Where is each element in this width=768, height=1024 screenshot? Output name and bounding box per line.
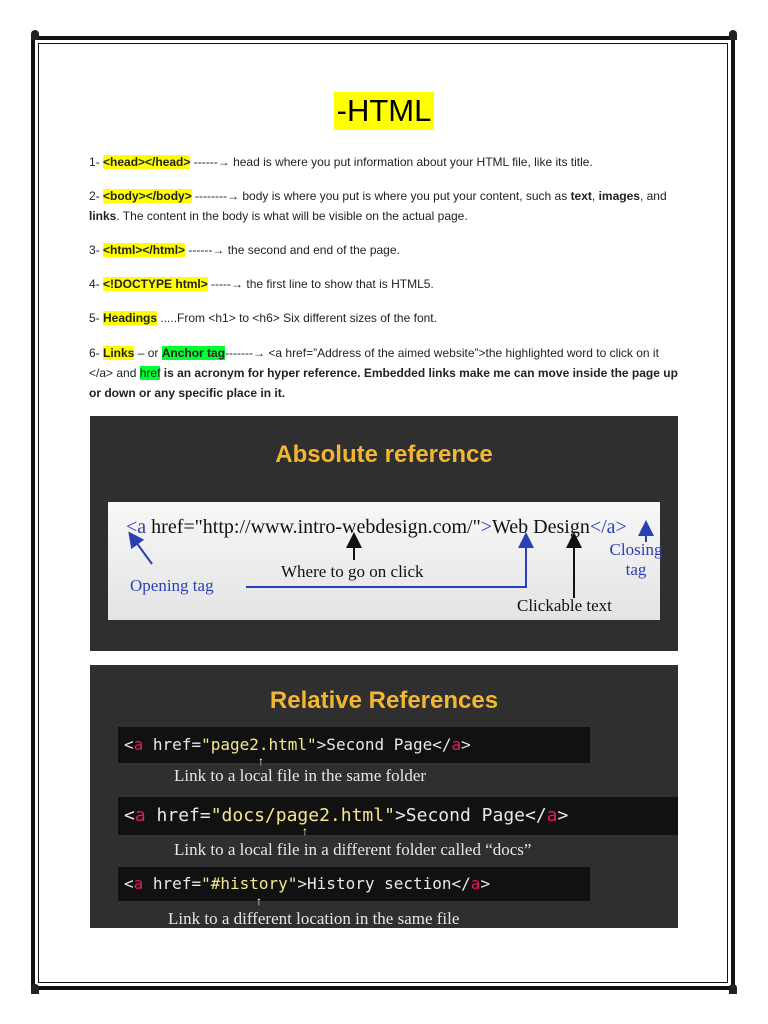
code-line-2 xyxy=(118,797,678,838)
item-text: , and xyxy=(639,189,667,203)
whiteboard xyxy=(108,502,663,620)
item-text: the first line to show that is HTML5. xyxy=(246,277,434,291)
code-value: "docs/page2.html" xyxy=(210,805,395,826)
caption-3: Link to a different location in the same file xyxy=(168,909,460,928)
code-gt: > xyxy=(480,516,493,538)
code-value: "#history" xyxy=(201,874,298,893)
item-arrow: -------→ xyxy=(225,346,269,360)
keyword: links xyxy=(89,209,117,223)
list-item-html xyxy=(89,240,679,260)
item-text: , xyxy=(591,189,599,203)
caption-2: Link to a local file in a different folder called “docs” xyxy=(174,840,532,859)
item-number: 4- xyxy=(89,277,104,291)
label-clickable-text: Clickable text xyxy=(517,596,612,615)
code-text: >Second Page</ xyxy=(316,735,452,754)
code-a: a xyxy=(133,874,144,893)
code-line-3 xyxy=(118,867,590,901)
code-text: >History section</ xyxy=(297,874,471,893)
keyword: images xyxy=(598,189,640,203)
border-ornament xyxy=(729,30,737,40)
code-a: a xyxy=(546,805,558,826)
page-title: -HTML xyxy=(334,92,435,130)
tag-highlight: <!DOCTYPE html> xyxy=(103,277,208,291)
label-closing-tag xyxy=(606,540,666,580)
tag-highlight: <body></body> xyxy=(103,189,192,203)
code-gt: > xyxy=(461,735,471,754)
code-attr: href= xyxy=(143,735,202,754)
item-text: .....From <h1> to <h6> Six different sizes of the font. xyxy=(157,311,437,325)
item-number: 6- xyxy=(89,346,104,360)
href-highlight: href xyxy=(139,366,161,380)
list-item-headings xyxy=(89,308,679,328)
list-item-head xyxy=(89,152,679,172)
item-text: is where you put your content, such as xyxy=(359,189,571,203)
code-text: >Second Page</ xyxy=(394,805,547,826)
code-line-1 xyxy=(118,727,590,763)
item-text: . The content in the body is what will be visible on the actual page. xyxy=(116,209,468,223)
arrow-up-icon: ↑ xyxy=(302,824,308,838)
code-attr: href= xyxy=(145,805,211,826)
code-a: a xyxy=(470,874,481,893)
code-a: a xyxy=(451,735,462,754)
border-ornament xyxy=(31,984,39,994)
relative-heading: Relative References xyxy=(269,687,499,714)
item-text: <a href=”Address of the aimed website”>the highlighted word to click on it </a> and xyxy=(89,346,659,380)
tag-highlight: <html></html> xyxy=(103,243,186,257)
list-item-doctype xyxy=(89,274,679,294)
label-closing-line1: Closing xyxy=(609,540,663,559)
absolute-reference-image xyxy=(90,416,678,651)
caption-1: Link to a local file in the same folder xyxy=(174,766,427,785)
label-opening-tag: Opening tag xyxy=(130,576,214,595)
item-arrow: ------→ xyxy=(185,243,228,257)
item-text: the second and end of the page. xyxy=(227,243,400,257)
item-arrow: -----→ xyxy=(207,277,247,291)
code-lt: < xyxy=(124,735,134,754)
item-text: head is where you put information about your HTML file, like its title. xyxy=(233,155,593,169)
arrow-up-icon: ↑ xyxy=(256,894,262,908)
anchor-highlight: Anchor tag xyxy=(161,346,226,360)
code-href: href="http://www.intro-webdesign.com/" xyxy=(146,516,481,538)
code-a: a xyxy=(133,735,144,754)
code-gt: > xyxy=(557,805,569,826)
keyword: text xyxy=(570,189,592,203)
list-item-body xyxy=(89,186,679,226)
title-container xyxy=(0,92,768,130)
item-number: 2- xyxy=(89,189,104,203)
label-closing-line2: tag xyxy=(625,560,647,579)
item-number: 5- xyxy=(89,311,104,325)
arrow-up-icon: ↑ xyxy=(258,754,264,768)
code-a: a xyxy=(134,805,146,826)
tag-highlight: Links xyxy=(103,346,135,360)
border-ornament xyxy=(729,984,737,994)
code-close-tag: </a> xyxy=(589,516,627,538)
code-gt: > xyxy=(480,874,491,893)
label-where-to-go: Where to go on click xyxy=(281,562,424,581)
list-item-links xyxy=(89,343,679,403)
code-link-text: Web Design xyxy=(492,516,590,538)
absolute-heading: Absolute reference xyxy=(275,441,493,468)
code-value: "page2.html" xyxy=(201,735,317,754)
code-lt: < xyxy=(124,874,134,893)
code-lt: < xyxy=(124,805,135,826)
code-open-tag: <a xyxy=(126,516,147,538)
tag-highlight: <head></head> xyxy=(103,155,191,169)
border-ornament xyxy=(31,30,39,40)
item-arrow: ------→ xyxy=(190,155,234,169)
tag-highlight: Headings xyxy=(103,311,158,325)
code-attr: href= xyxy=(143,874,202,893)
relative-references-image xyxy=(90,665,678,928)
item-text: body is where you put xyxy=(242,189,360,203)
item-number: 3- xyxy=(89,243,104,257)
item-arrow: --------→ xyxy=(191,189,243,203)
item-text: – or xyxy=(134,346,162,360)
item-text-bold: is an acronym for hyper reference. Embedded links make me can move inside the page up or down or any specific place in it. xyxy=(89,366,678,400)
item-number: 1- xyxy=(89,155,104,169)
